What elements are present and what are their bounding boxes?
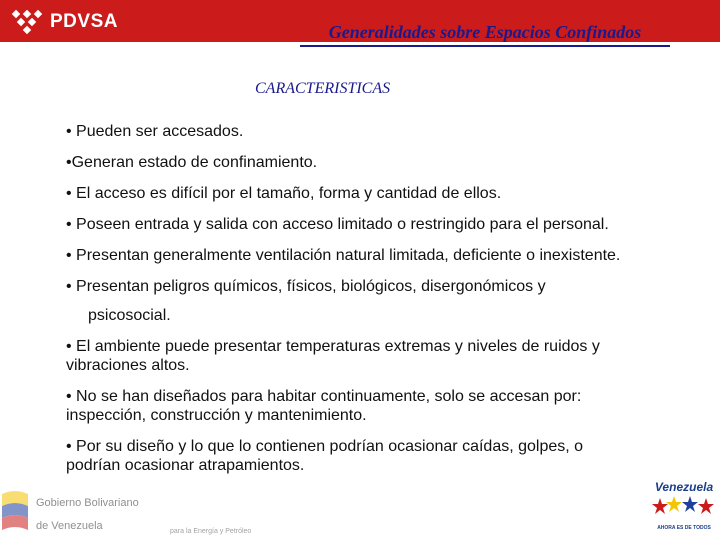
bullet-item: • El acceso es difícil por el tamaño, forma y cantidad de ellos.	[66, 185, 502, 202]
bullet-item: • El ambiente puede presentar temperaturas extremas y niveles de ruidos y vibraciones altos.	[66, 338, 600, 374]
bullet-item: •Generan estado de confinamiento.	[66, 154, 318, 171]
bullet-item: • Por su diseño y lo que lo contienen podrían ocasionar caídas, golpes, o podrían ocasionar atrapamientos.	[66, 438, 584, 474]
bullet-item: • Poseen entrada y salida con acceso limitado o restringido para el personal.	[66, 216, 609, 233]
bullet-continuation: psicosocial.	[88, 307, 171, 324]
pdvsa-logo	[10, 8, 118, 36]
pdvsa-logo-icon	[10, 8, 44, 36]
bullet-item: • Presentan generalmente ventilación natural limitada, deficiente o inexistente.	[66, 247, 621, 264]
bullet-list	[66, 122, 626, 487]
page-title: Generalidades sobre Espacios Confinados	[328, 22, 642, 42]
gov-line-2: de Venezuela	[36, 520, 103, 532]
government-logo	[0, 486, 251, 536]
bullet-item: • Presentan peligros químicos, físicos, biológicos, disergonómicos y	[66, 278, 546, 295]
gov-subtitle: para la Energía y Petróleo	[170, 528, 252, 535]
bullet-item: • Pueden ser accesados.	[66, 123, 244, 140]
brand-name: PDVSA	[50, 11, 118, 32]
venezuela-badge	[652, 480, 716, 531]
badge-word: Venezuela	[654, 480, 714, 494]
badge-tagline: AHORA ES DE TODOS	[657, 525, 711, 531]
venezuela-flag-icon	[0, 486, 30, 536]
bullet-item: • No se han diseñados para habitar continuamente, solo se accesan por: inspección, construcción y mantenimiento.	[66, 388, 582, 424]
stars-icon	[652, 494, 716, 520]
section-heading: CARACTERISTICAS	[255, 80, 391, 97]
gov-line-1: Gobierno Bolivariano	[36, 497, 139, 509]
title-underline	[300, 45, 670, 47]
